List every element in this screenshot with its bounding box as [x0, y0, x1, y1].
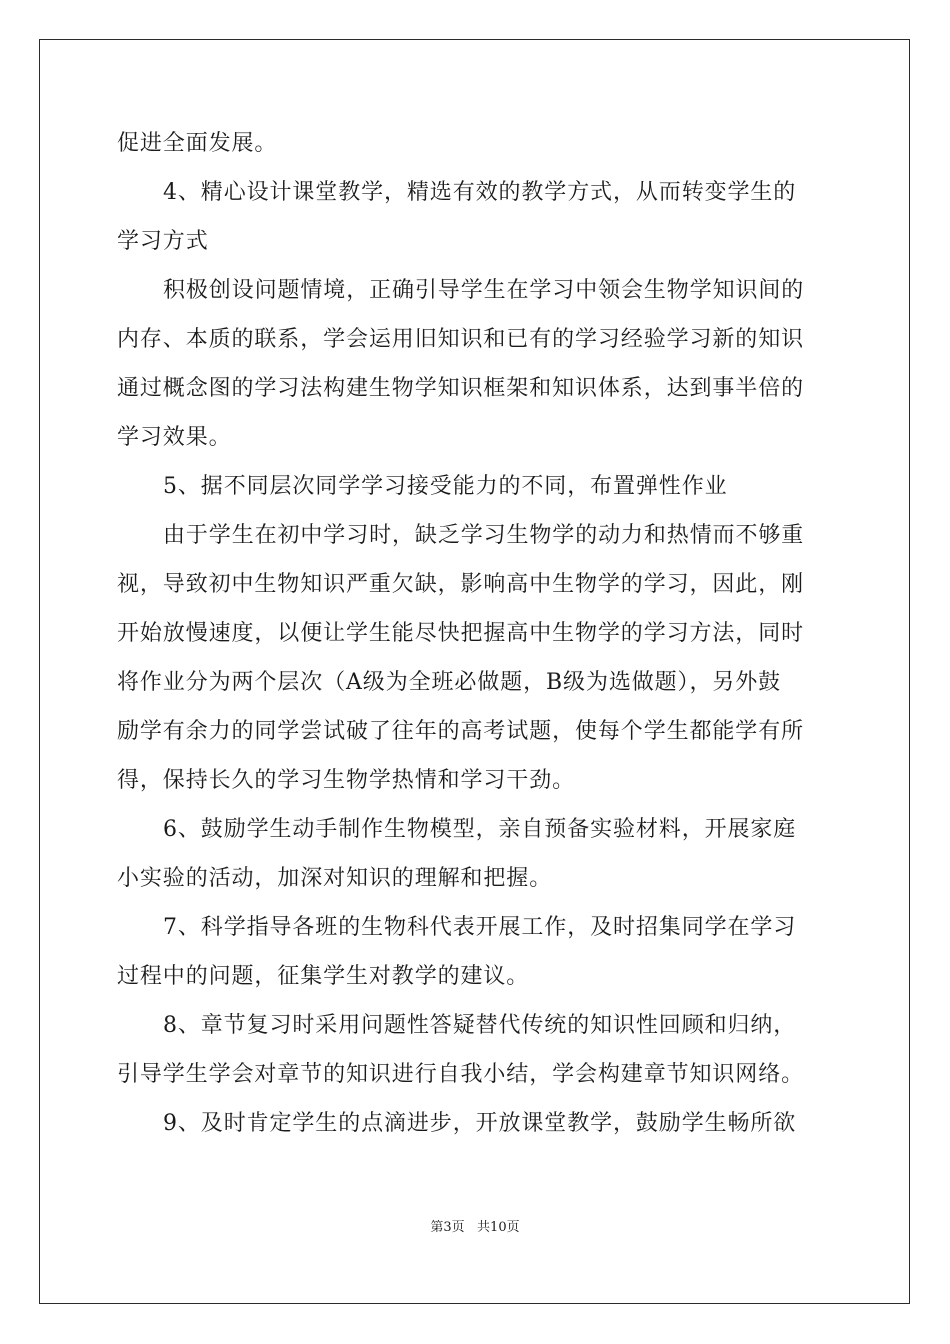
- text-line: 得，保持长久的学习生物学热情和学习干劲。: [117, 768, 576, 793]
- paragraph-start: 由于学生在初中学习时，缺乏学习生物学的动力和热情而不够重: [163, 523, 805, 548]
- item-heading: 8、章节复习时采用问题性答疑替代传统的知识性回顾和归纳，: [163, 1013, 797, 1038]
- text-line: 学习方式: [117, 229, 209, 254]
- text-line: 内存、本质的联系，学会运用旧知识和已有的学习经验学习新的知识: [117, 327, 805, 352]
- text-line: 开始放慢速度，以便让学生能尽快把握高中生物学的学习方法，同时: [117, 621, 805, 646]
- text-line: 促进全面发展。: [117, 131, 278, 156]
- text-line: 通过概念图的学习法构建生物学知识框架和知识体系，达到事半倍的: [117, 376, 805, 401]
- text-line: 励学有余力的同学尝试破了往年的高考试题，使每个学生都能学有所: [117, 719, 805, 744]
- item-heading: 7、科学指导各班的生物科代表开展工作，及时招集同学在学习: [163, 915, 797, 940]
- text-line: 学习效果。: [117, 425, 232, 450]
- item-heading: 6、鼓励学生动手制作生物模型，亲自预备实验材料，开展家庭: [163, 817, 797, 842]
- paragraph-start: 积极创设问题情境，正确引导学生在学习中领会生物学知识间的: [163, 278, 805, 303]
- text-line: 小实验的活动，加深对知识的理解和把握。: [117, 866, 553, 891]
- item-heading: 9、及时肯定学生的点滴进步，开放课堂教学，鼓励学生畅所欲: [163, 1111, 797, 1136]
- text-line: 过程中的问题，征集学生对教学的建议。: [117, 964, 530, 989]
- text-line: 将作业分为两个层次（A级为全班必做题，B级为选做题），另外鼓: [117, 670, 782, 695]
- text-line: 视，导致初中生物知识严重欠缺，影响高中生物学的学习，因此，刚: [117, 572, 805, 597]
- item-heading: 4、精心设计课堂教学，精选有效的教学方式，从而转变学生的: [163, 180, 797, 205]
- item-heading: 5、据不同层次同学学习接受能力的不同，布置弹性作业: [163, 474, 728, 499]
- page-footer: 第3页 共10页: [430, 1220, 520, 1235]
- text-line: 引导学生学会对章节的知识进行自我小结，学会构建章节知识网络。: [117, 1062, 805, 1087]
